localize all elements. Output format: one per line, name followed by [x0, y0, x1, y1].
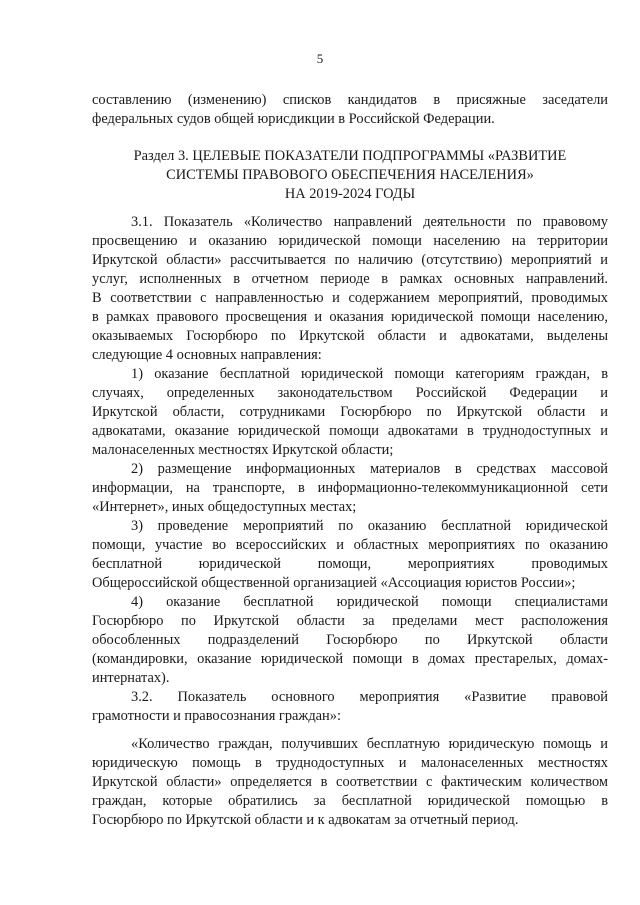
text-line: граждан, которые обратились за бесплатной юридической помощью в — [92, 793, 608, 809]
text-line: следующие 4 основных направления: — [92, 347, 322, 363]
text-line: «Интернет», иных общедоступных местах; — [92, 499, 357, 515]
text-line: 3.1. Показатель «Количество направлений деятельности по правовому — [131, 214, 608, 230]
text-line: Иркутской области» рассчитывается по наличию (отсутствию) мероприятий и — [92, 252, 608, 268]
list-item-3: 3) проведение мероприятий по оказанию бесплатной юридической — [131, 518, 608, 534]
list-item-4: 4) оказание бесплатной юридической помощи специалистами — [131, 594, 608, 610]
section-heading: СИСТЕМЫ ПРАВОВОГО ОБЕСПЕЧЕНИЯ НАСЕЛЕНИЯ» — [166, 167, 534, 183]
text-line: бесплатной юридической помощи, мероприятиях проводимых — [92, 556, 608, 572]
text-line: Иркутской области, сотрудниками Госюрбюро по Иркутской области и — [92, 404, 608, 420]
text-line: просвещению и оказанию юридической помощи населению на территории — [92, 233, 608, 249]
text-line: В соответствии с направленностью и содержанием мероприятий, проводимых — [92, 290, 608, 306]
list-item-1: 1) оказание бесплатной юридической помощи категориям граждан, в — [131, 366, 608, 382]
text-line: Госюрбюро по Иркутской области за пределами мест расположения — [92, 613, 608, 629]
text-line: оказываемых Госюрбюро по Иркутской области и адвокатами, выделены — [92, 328, 608, 344]
text-line: малонаселенных местностях Иркутской области; — [92, 442, 394, 458]
text-line: интернатах). — [92, 670, 170, 686]
text-line: случаях, определенных законодательством Российской Федерации и — [92, 385, 608, 401]
text-line: (командировки, оказание юридической помощи в домах престарелых, домах- — [92, 651, 608, 667]
text-line: услуг, исполненных в отчетном периоде в рамках основных направлений. — [92, 271, 608, 287]
text-line: информации, на транспорте, в информационно-телекоммуникационной сети — [92, 480, 608, 496]
text-line: юридическую помощь в труднодоступных и малонаселенных местностях — [92, 755, 608, 771]
list-item-2: 2) размещение информационных материалов в средствах массовой — [131, 461, 608, 477]
text-line: Иркутской области» определяется в соответствии с фактическим количеством — [92, 774, 608, 790]
text-line: составлению (изменению) списков кандидатов в присяжные заседатели — [92, 92, 608, 108]
text-line: адвокатами, оказание юридической помощи адвокатами в труднодоступных и — [92, 423, 608, 439]
section-heading: НА 2019-2024 ГОДЫ — [284, 186, 416, 202]
text-line: грамотности и правосознания граждан»: — [92, 708, 341, 724]
text-line: обособленных подразделений Госюрбюро по Иркутской области — [92, 632, 608, 648]
text-line: федеральных судов общей юрисдикции в Российской Федерации. — [92, 111, 495, 127]
text-line: в рамках правового просвещения и оказания юридической помощи населению, — [92, 309, 608, 325]
text-line: «Количество граждан, получивших бесплатную юридическую помощь и — [131, 736, 608, 752]
page-number: 5 — [316, 51, 324, 66]
text-line: 3.2. Показатель основного мероприятия «Развитие правовой — [131, 689, 608, 705]
section-heading: Раздел 3. ЦЕЛЕВЫЕ ПОКАЗАТЕЛИ ПОДПРОГРАММЫ «РАЗВИТИЕ — [133, 148, 567, 164]
text-line: помощи, участие во всероссийских и областных мероприятиях по оказанию — [92, 537, 608, 553]
text-line: Госюрбюро по Иркутской области и к адвокатам за отчетный период. — [92, 812, 519, 828]
text-line: Общероссийской общественной организацией «Ассоциация юристов России»; — [92, 575, 576, 591]
